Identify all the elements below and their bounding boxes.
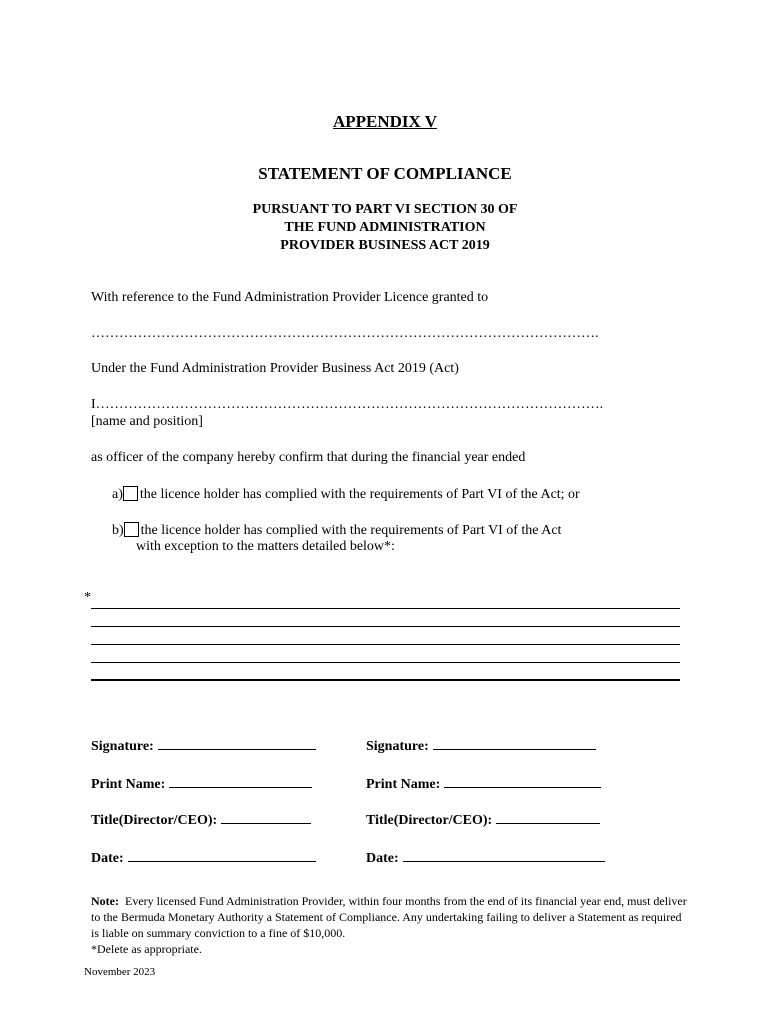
signature-right [366, 735, 596, 755]
title-right [366, 809, 600, 829]
pursuant-line-2: THE FUND ADMINISTRATION [284, 220, 486, 235]
note-text: Every licensed Fund Administration Provider, within four months from the end of its financial year end, must deliver to the Bermuda Monetary Authority a Statement of Compliance. Any undertaking failing to deliver a Statement as required is liable on summary conviction to a fine of $10,000. [91, 894, 687, 940]
date-right [366, 847, 605, 867]
date-right-field[interactable] [403, 847, 605, 862]
option-b-text: the licence holder has complied with the requirements of Part VI of the Act [140, 523, 562, 538]
signature-right-label: Signature: [366, 739, 429, 754]
pursuant-line-1: PURSUANT TO PART VI SECTION 30 OF [252, 202, 518, 217]
option-a-text: the licence holder has complied with the requirements of Part VI of the Act; or [139, 487, 580, 502]
pursuant-heading [0, 201, 770, 255]
date-left [91, 847, 316, 867]
appendix-title: APPENDIX V [332, 112, 438, 131]
title-left-label: Title(Director/CEO): [91, 813, 218, 828]
date-left-field[interactable] [128, 847, 316, 862]
note-label: Note: [91, 894, 119, 908]
option-b-checkbox[interactable] [124, 522, 139, 537]
print-name-right-label: Print Name: [366, 777, 441, 792]
date-right-label: Date: [366, 851, 399, 866]
date-left-label: Date: [91, 851, 124, 866]
signature-right-field[interactable] [433, 735, 596, 750]
signature-left-label: Signature: [91, 739, 154, 754]
delete-note: *Delete as appropriate. [91, 942, 202, 956]
title-left [91, 809, 311, 829]
exception-line-3[interactable] [91, 644, 680, 645]
act-reference-text: Under the Fund Administration Provider Business Act 2019 (Act) [91, 361, 459, 376]
print-name-right [366, 773, 601, 793]
footer-date: November 2023 [84, 966, 156, 978]
exception-line-1[interactable] [91, 608, 680, 609]
statement-title: STATEMENT OF COMPLIANCE [258, 164, 512, 183]
title-right-field[interactable] [496, 809, 600, 824]
title-right-label: Title(Director/CEO): [366, 813, 493, 828]
print-name-left [91, 773, 312, 793]
officer-name-field[interactable]: I………………………………………………………………………………………………. [91, 397, 604, 412]
licence-reference-text: With reference to the Fund Administration Provider Licence granted to [91, 290, 489, 305]
compliance-note [91, 893, 691, 957]
pursuant-line-3: PROVIDER BUSINESS ACT 2019 [280, 238, 490, 253]
title-left-field[interactable] [221, 809, 311, 824]
print-name-left-field[interactable] [169, 773, 312, 788]
signature-left-field[interactable] [158, 735, 316, 750]
print-name-right-field[interactable] [444, 773, 601, 788]
exception-line-5[interactable] [91, 679, 680, 681]
asterisk-marker: * [84, 590, 91, 605]
option-b-text-continued: with exception to the matters detailed below*: [136, 539, 395, 554]
option-a [112, 486, 580, 503]
exception-line-2[interactable] [91, 626, 680, 627]
print-name-left-label: Print Name: [91, 777, 166, 792]
officer-confirm-text: as officer of the company hereby confirm that during the financial year ended [91, 450, 526, 465]
option-a-prefix: a) [112, 487, 123, 502]
licensee-name-field[interactable]: ………………………………………………………………………………………………. [91, 326, 599, 341]
option-b-prefix: b) [112, 523, 124, 538]
option-b [112, 522, 561, 539]
exception-line-4[interactable] [91, 662, 680, 663]
signature-left [91, 735, 316, 755]
option-a-checkbox[interactable] [123, 486, 138, 501]
name-position-hint: [name and position] [91, 414, 203, 429]
